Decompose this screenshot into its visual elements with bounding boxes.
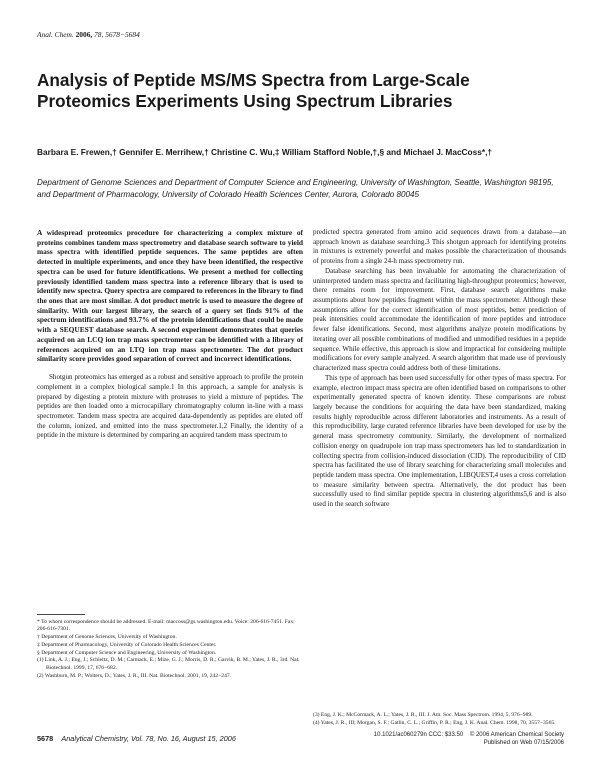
page-footer-left bbox=[37, 734, 236, 743]
reference-entry: (3) Eng, J. K.; McCormack, A. L.; Yates, J. R., III. J. Am. Soc. Mass Spectrom. 1994, 5, 976−989. bbox=[313, 712, 533, 718]
footnote-divider bbox=[37, 614, 85, 615]
journal-name: Anal. Chem. bbox=[37, 30, 74, 39]
paragraph: predicted spectra generated from amino acid sequences drawn from a database—an approach known as database searching.3 This shotgun approach for identifying proteins in mixtures is extremely powerful and makes possible the characterization of thousands of proteins from a single 24-h mass spectrometry run. bbox=[313, 228, 566, 266]
author-list: Barbara E. Frewen,† Gennifer E. Merrihew,† Christine C. Wu,‡ William Stafford Noble,†,§ and Michael J. MacCoss*,† bbox=[37, 147, 492, 157]
footnote: § Department of Computer Science and Engineering, University of Washington. bbox=[37, 649, 217, 656]
journal-issue-info: Analytical Chemistry, Vol. 78, No. 16, August 15, 2006 bbox=[61, 734, 236, 743]
footnotes-left bbox=[37, 619, 303, 680]
body-text bbox=[313, 228, 566, 510]
reference-entry: (1) Link, A. J.; Eng, J.; Schieltz, D. M.; Carmack, E.; Mize, G. J.; Morris, D. R.; Garvik, B. M.; Yates, J. R., 3rd. Nat. Biotechnol. 1999, 17, 676−682. bbox=[37, 657, 300, 671]
left-column bbox=[37, 228, 303, 441]
paragraph: This type of approach has been used successfully for other types of mass spectra. For example, electron impact mass spectra are often identified based on comparisons to other experimentally generated spectra of known identity. These comparisons are robust largely because the conditions for acquiring the data have been standardized, making results highly reproducible across different laboratories and instruments. As a result of this reproducibility, large curated reference libraries have been developed for use by the general mass spectrometry community. Similarly, the development of normalized collision energy on quadrupole ion trap mass spectrometers has led to standardization in collecting spectra from collision-induced dissociation (CID). The reproducibility of CID spectra has facilitated the use of library searching for characterizing small molecules and peptide tandem mass spectra. One implementation, LIBQUEST,4 uses a cross correlation to measure similarity between spectra. Alternatively, the dot product has been successfully used to find similar peptide spectra in clustering algorithms5,6 and is also used in the search software bbox=[313, 373, 566, 509]
page-footer-right bbox=[374, 731, 564, 747]
copyright: © 2006 American Chemical Society bbox=[469, 732, 564, 738]
journal-volume: 78, bbox=[94, 30, 104, 39]
footnote: * To whom correspondence should be addressed. E-mail: maccoss@gs.washington.edu. Voice: 206-616-7451. Fax: 206-616-7301. bbox=[37, 619, 295, 633]
reference-entry: (4) Yates, J. R., III; Morgan, S. F.; Gatlin, C. L.; Griffin, P. R.; Eng, J. K. Anal. Chem. 1998, 70, 3557−3565. bbox=[313, 719, 556, 726]
introduction-text bbox=[37, 373, 303, 441]
footnote: † Department of Genome Sciences, University of Washington. bbox=[37, 634, 177, 641]
footnotes-right bbox=[313, 712, 566, 728]
reference-entry: (2) Washburn, M. P.; Wolters, D.; Yates, J. R., III. Nat. Biotechnol. 2001, 19, 242−247. bbox=[37, 672, 232, 679]
journal-citation-header bbox=[37, 30, 140, 39]
publication-date: Published on Web 07/15/2006 bbox=[483, 740, 564, 746]
journal-year: 2006, bbox=[75, 30, 93, 39]
author-affiliations: Department of Genome Sciences and Department of Computer Science and Engineering, University of Washington, Seattle, Washington 98195, and Department of Pharmacology, University of Colorado Health Sciences Center, Aurora, Colorado 80045 bbox=[37, 178, 554, 199]
journal-pages: 5678−5684 bbox=[105, 30, 140, 39]
paragraph: Shotgun proteomics has emerged as a robust and sensitive approach to profile the protein complement in a complex biological sample.1 In this approach, a sample for analysis is prepared by digesting a protein mixture with proteases to yield a mixture of peptides. The peptides are then loaded onto a microcapillary chromatography column in-line with a mass spectrometer. Tandem mass spectra are acquired data-dependently as peptides are eluted off the column, ionized, and emitted into the mass spectrometer.1,2 Finally, the identity of a peptide in the mixture is determined by comparing an acquired tandem mass spectrum to bbox=[37, 373, 303, 440]
doi-price: 10.1021/ac060279n CCC: $33.50 bbox=[373, 732, 464, 738]
page-number: 5678 bbox=[37, 734, 54, 743]
paragraph: Database searching has been invaluable for automating the characterization of uninterpreted tandem mass spectra and facilitating high-throughput proteomics; however, there remains room for improvement. First, database search algorithms make assumptions about how peptides fragment within the mass spectrometer. Although these assumptions allow for the correct identification of most peptides, better prediction of peak intensities could accommodate the identification of more peptides and introduce fewer false identifications. Second, most algorithms analyze protein modifications by iterating over all possible combinations of modified and unmodified residues in a peptide sequence. While effective, this approach is slow and impractical for considering multiple modifications for every sample analyzed. A search algorithm that made use of previously characterized mass spectra could address both of these limitations. bbox=[313, 266, 566, 373]
footnote: ‡ Department of Pharmacology, University of Colorado Health Sciences Center. bbox=[37, 641, 217, 648]
article-title: Analysis of Peptide MS/MS Spectra from Large-Scale Proteomics Experiments Using Spectrum Libraries bbox=[37, 70, 470, 111]
right-column bbox=[313, 228, 566, 510]
abstract: A widespread proteomics procedure for characterizing a complex mixture of proteins combines tandem mass spectrometry and database search software to yield mass spectra with identified peptide sequences. The same peptides are often detected in multiple experiments, and once they have been identified, the respective spectra can be used for future identifications. We present a method for collecting previously identified tandem mass spectra into a reference library that is used to identify new spectra. Query spectra are compared to references in the library to find the ones that are most similar. A dot product metric is used to measure the degree of similarity. With our largest library, the search of a query set finds 91% of the spectrum identifications and 93.7% of the protein identifications that could be made with a SEQUEST database search. A second experiment demonstrates that queries acquired on an LCQ ion trap mass spectrometer can be identified with a library of references acquired on an LTQ ion trap mass spectrometer. The dot product similarity score provides good separation of correct and incorrect identifications. bbox=[37, 228, 303, 364]
